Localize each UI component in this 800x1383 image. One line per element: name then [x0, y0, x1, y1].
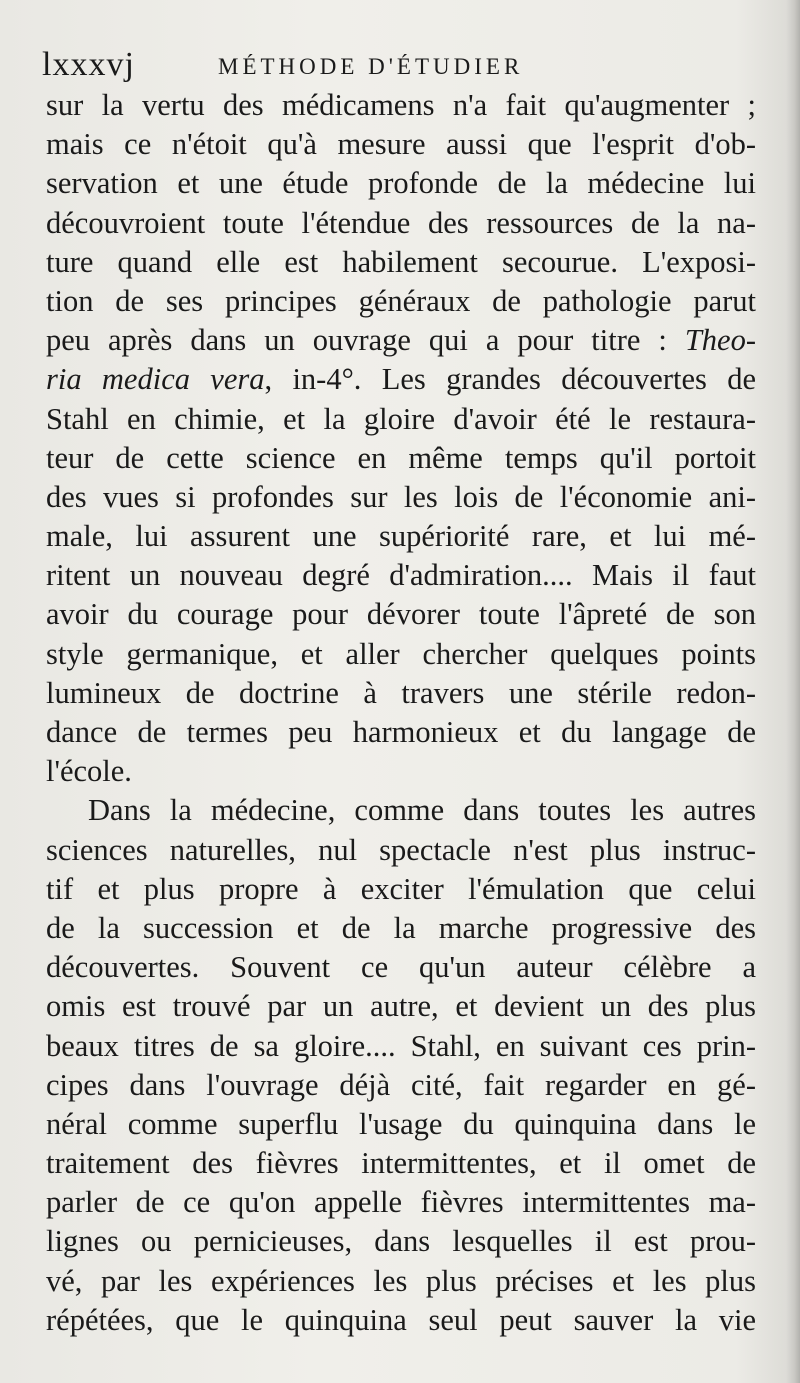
- text-line: vé, par les expériences les plus précises et les plus: [46, 1263, 756, 1298]
- page-gutter-shadow: [786, 0, 800, 1383]
- text-line: lumineux de doctrine à travers une stérile redon-: [46, 675, 756, 710]
- text-line: dance de termes peu harmonieux et du langage de: [46, 715, 756, 749]
- text-line: avoir du courage pour dévorer toute l'âpreté de son: [46, 597, 756, 632]
- body-text: [46, 86, 756, 1340]
- text-line: Stahl en chimie, et la gloire d'avoir été le restaura-: [46, 401, 756, 436]
- text-line: des vues si profondes sur les lois de l'économie ani-: [46, 479, 756, 514]
- text-line: servation et une étude profonde de la médecine lui: [46, 166, 756, 201]
- running-title: MÉTHODE D'ÉTUDIER: [218, 54, 524, 79]
- text-line: ritent un nouveau degré d'admiration.... Mais il faut: [46, 558, 756, 593]
- text-line: ture quand elle est habilement secourue. L'exposi-: [46, 244, 756, 279]
- italic-title: Theo-: [684, 323, 756, 358]
- text-line: peu après dans un ouvrage qui a pour titre : Theo-: [46, 323, 756, 358]
- page-header: [42, 40, 752, 90]
- text-line: parler de ce qu'on appelle fièvres intermittentes ma-: [46, 1185, 756, 1220]
- text-line: traitement des fièvres intermittentes, et il omet de: [46, 1146, 756, 1181]
- text-line: découvroient toute l'étendue des ressources de la na-: [46, 205, 756, 240]
- text-line: sciences naturelles, nul spectacle n'est plus instruc-: [46, 832, 756, 867]
- text-line: l'école.: [46, 754, 132, 789]
- text-line: Dans la médecine, comme dans toutes les autres: [88, 793, 756, 828]
- text-line: teur de cette science en même temps qu'il portoit: [46, 440, 756, 475]
- text-line: tif et plus propre à exciter l'émulation que celui: [46, 871, 756, 906]
- paragraph-1: [46, 86, 756, 791]
- text-line: répétées, que le quinquina seul peut sauver la vie: [46, 1302, 756, 1337]
- text-line: sur la vertu des médicamens n'a fait qu'augmenter ;: [46, 88, 756, 122]
- text-line: néral comme superflu l'usage du quinquina dans le: [46, 1106, 756, 1141]
- text-line: omis est trouvé par un autre, et devient un des plus: [46, 989, 756, 1024]
- paragraph-2: [46, 791, 756, 1340]
- text-line: tion de ses principes généraux de pathologie parut: [46, 283, 756, 318]
- text-line: male, lui assurent une supériorité rare, et lui mé-: [46, 519, 756, 554]
- text-line: ria medica vera, in-4°. Les grandes découvertes de: [46, 362, 756, 397]
- text-line: découvertes. Souvent ce qu'un auteur célèbre a: [46, 950, 756, 985]
- text-line: beaux titres de sa gloire.... Stahl, en suivant ces prin-: [46, 1028, 756, 1063]
- text-line: cipes dans l'ouvrage déjà cité, fait regarder en gé-: [46, 1067, 756, 1102]
- text-line: style germanique, et aller chercher quelques points: [46, 636, 756, 671]
- page-number: lxxxvj: [42, 46, 135, 83]
- text-line: de la succession et de la marche progressive des: [46, 910, 756, 945]
- text-line: mais ce n'étoit qu'à mesure aussi que l'esprit d'ob-: [46, 127, 756, 162]
- text-line: lignes ou pernicieuses, dans lesquelles il est prou-: [46, 1224, 756, 1259]
- italic-title: ria medica vera: [46, 362, 265, 397]
